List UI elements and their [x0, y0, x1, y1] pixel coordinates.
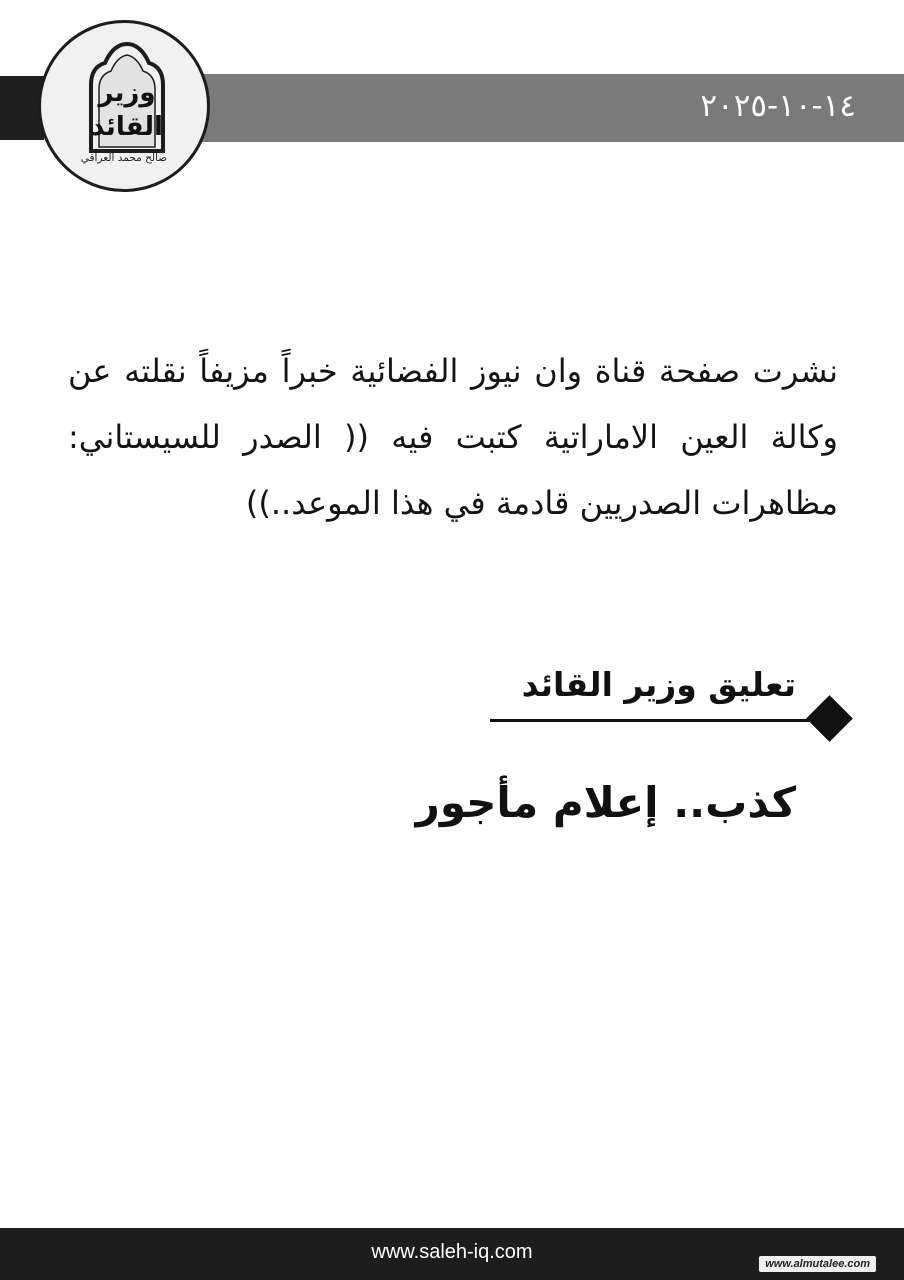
footer-bar — [0, 1228, 904, 1280]
comment-text: كذب.. إعلام مأجور — [415, 778, 796, 827]
watermark-badge: www.almutalee.com — [759, 1256, 876, 1272]
heading-underline — [490, 719, 834, 722]
logo-title-line1: وزير — [98, 78, 156, 108]
logo-title-line2: القائد — [91, 112, 163, 142]
date-label: ١٤-١٠-٢٠٢٥ — [700, 88, 856, 124]
website-link[interactable]: www.saleh-iq.com — [371, 1241, 533, 1263]
comment-heading: تعليق وزير القائد — [521, 665, 796, 704]
logo-emblem-icon — [41, 23, 210, 192]
diamond-icon — [806, 695, 853, 742]
article-body: نشرت صفحة قناة وان نيوز الفضائية خبراً مزيفاً نقلته عن وكالة العين الاماراتية كتبت فيه (( الصدر للسيستاني: مظاهرات الصدريين قادمة في هذا الموعد..)) — [68, 352, 838, 522]
logo-author: صالح محمد العراقي — [80, 152, 168, 164]
logo-badge — [38, 20, 210, 192]
